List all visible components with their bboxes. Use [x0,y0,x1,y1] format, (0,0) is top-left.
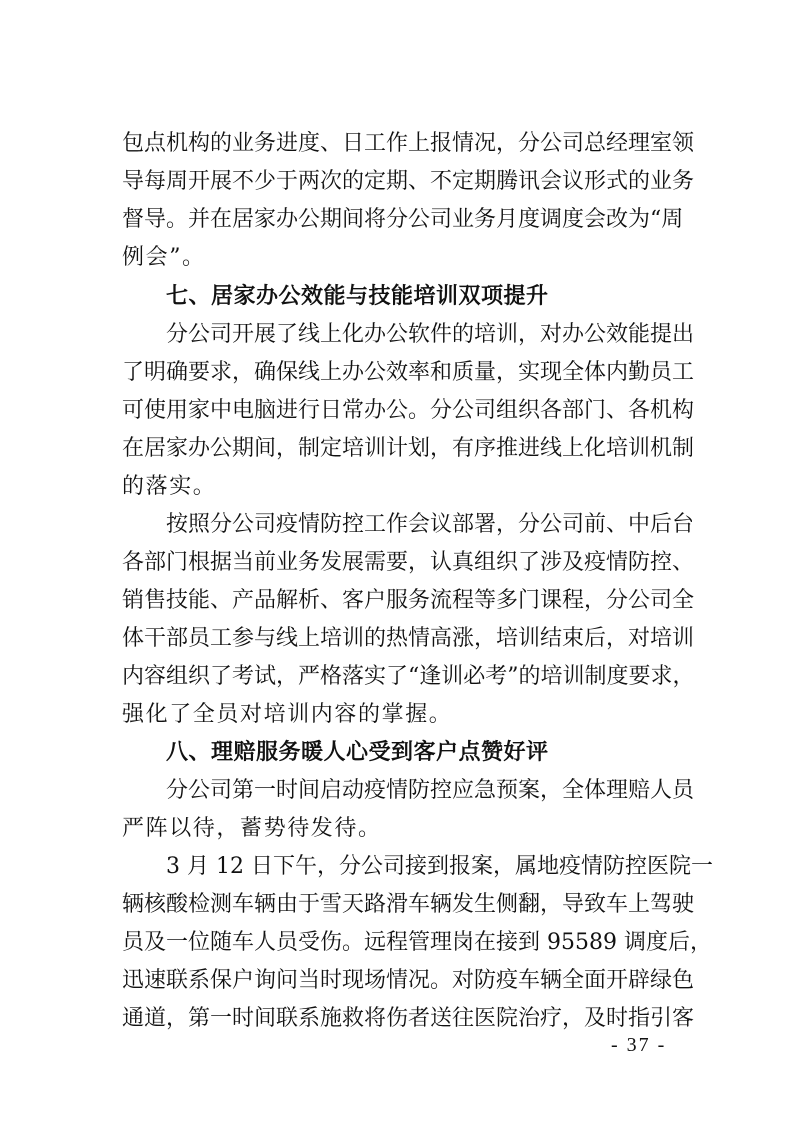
section-heading: 八、理赔服务暖人心受到客户点赞好评 [166,740,549,765]
paragraph-line: 分公司第一时间启动疫情防控应急预案，全体理赔人员 [166,778,695,803]
paragraph-line: 督导。并在居家办公期间将分公司业务月度调度会改为“周 [122,207,684,232]
paragraph-line: 例会”。 [122,245,206,270]
paragraph-line: 分公司开展了线上化办公软件的培训，对办公效能提出 [166,322,695,347]
paragraph-line: 体干部员工参与线上培训的热情高涨，培训结束后，对培训 [122,626,695,651]
section-heading: 七、居家办公效能与技能培训双项提升 [166,284,549,309]
paragraph-line: 辆核酸检测车辆由于雪天路滑车辆发生侧翻，导致车上驾驶 [122,892,695,917]
paragraph-line: 可使用家中电脑进行日常办公。分公司组织各部门、各机构 [122,398,695,423]
paragraph-line: 了明确要求，确保线上办公效率和质量，实现全体内勤员工 [122,360,695,385]
paragraph-line: 按照分公司疫情防控工作会议部署，分公司前、中后台 [166,512,695,537]
paragraph-line: 严阵以待，蓄势待发待。 [122,816,382,841]
paragraph-line: 导每周开展不少于两次的定期、不定期腾讯会议形式的业务 [122,169,695,194]
paragraph-line: 强化了全员对培训内容的掌握。 [122,702,453,727]
page-number: - 37 - [611,1034,667,1056]
paragraph-line: 在居家办公期间，制定培训计划，有序推进线上化培训机制 [122,436,695,461]
paragraph-line: 3 月 12 日下午，分公司接到报案，属地疫情防控医院一 [166,854,713,879]
paragraph-line: 迅速联系保户询问当时现场情况。对防疫车辆全面开辟绿色 [122,968,695,993]
paragraph-line: 通道，第一时间联系施救将伤者送往医院治疗，及时指引客 [122,1006,695,1031]
paragraph-line: 各部门根据当前业务发展需要，认真组织了涉及疫情防控、 [122,550,695,575]
paragraph-line: 包点机构的业务进度、日工作上报情况，分公司总经理室领 [122,131,695,156]
paragraph-line: 员及一位随车人员受伤。远程管理岗在接到 95589 调度后， [122,930,712,955]
paragraph-line: 内容组织了考试，严格落实了“逢训必考”的培训制度要求， [122,664,695,689]
paragraph-line: 销售技能、产品解析、客户服务流程等多门课程，分公司全 [122,588,695,613]
paragraph-line: 的落实。 [122,474,217,499]
